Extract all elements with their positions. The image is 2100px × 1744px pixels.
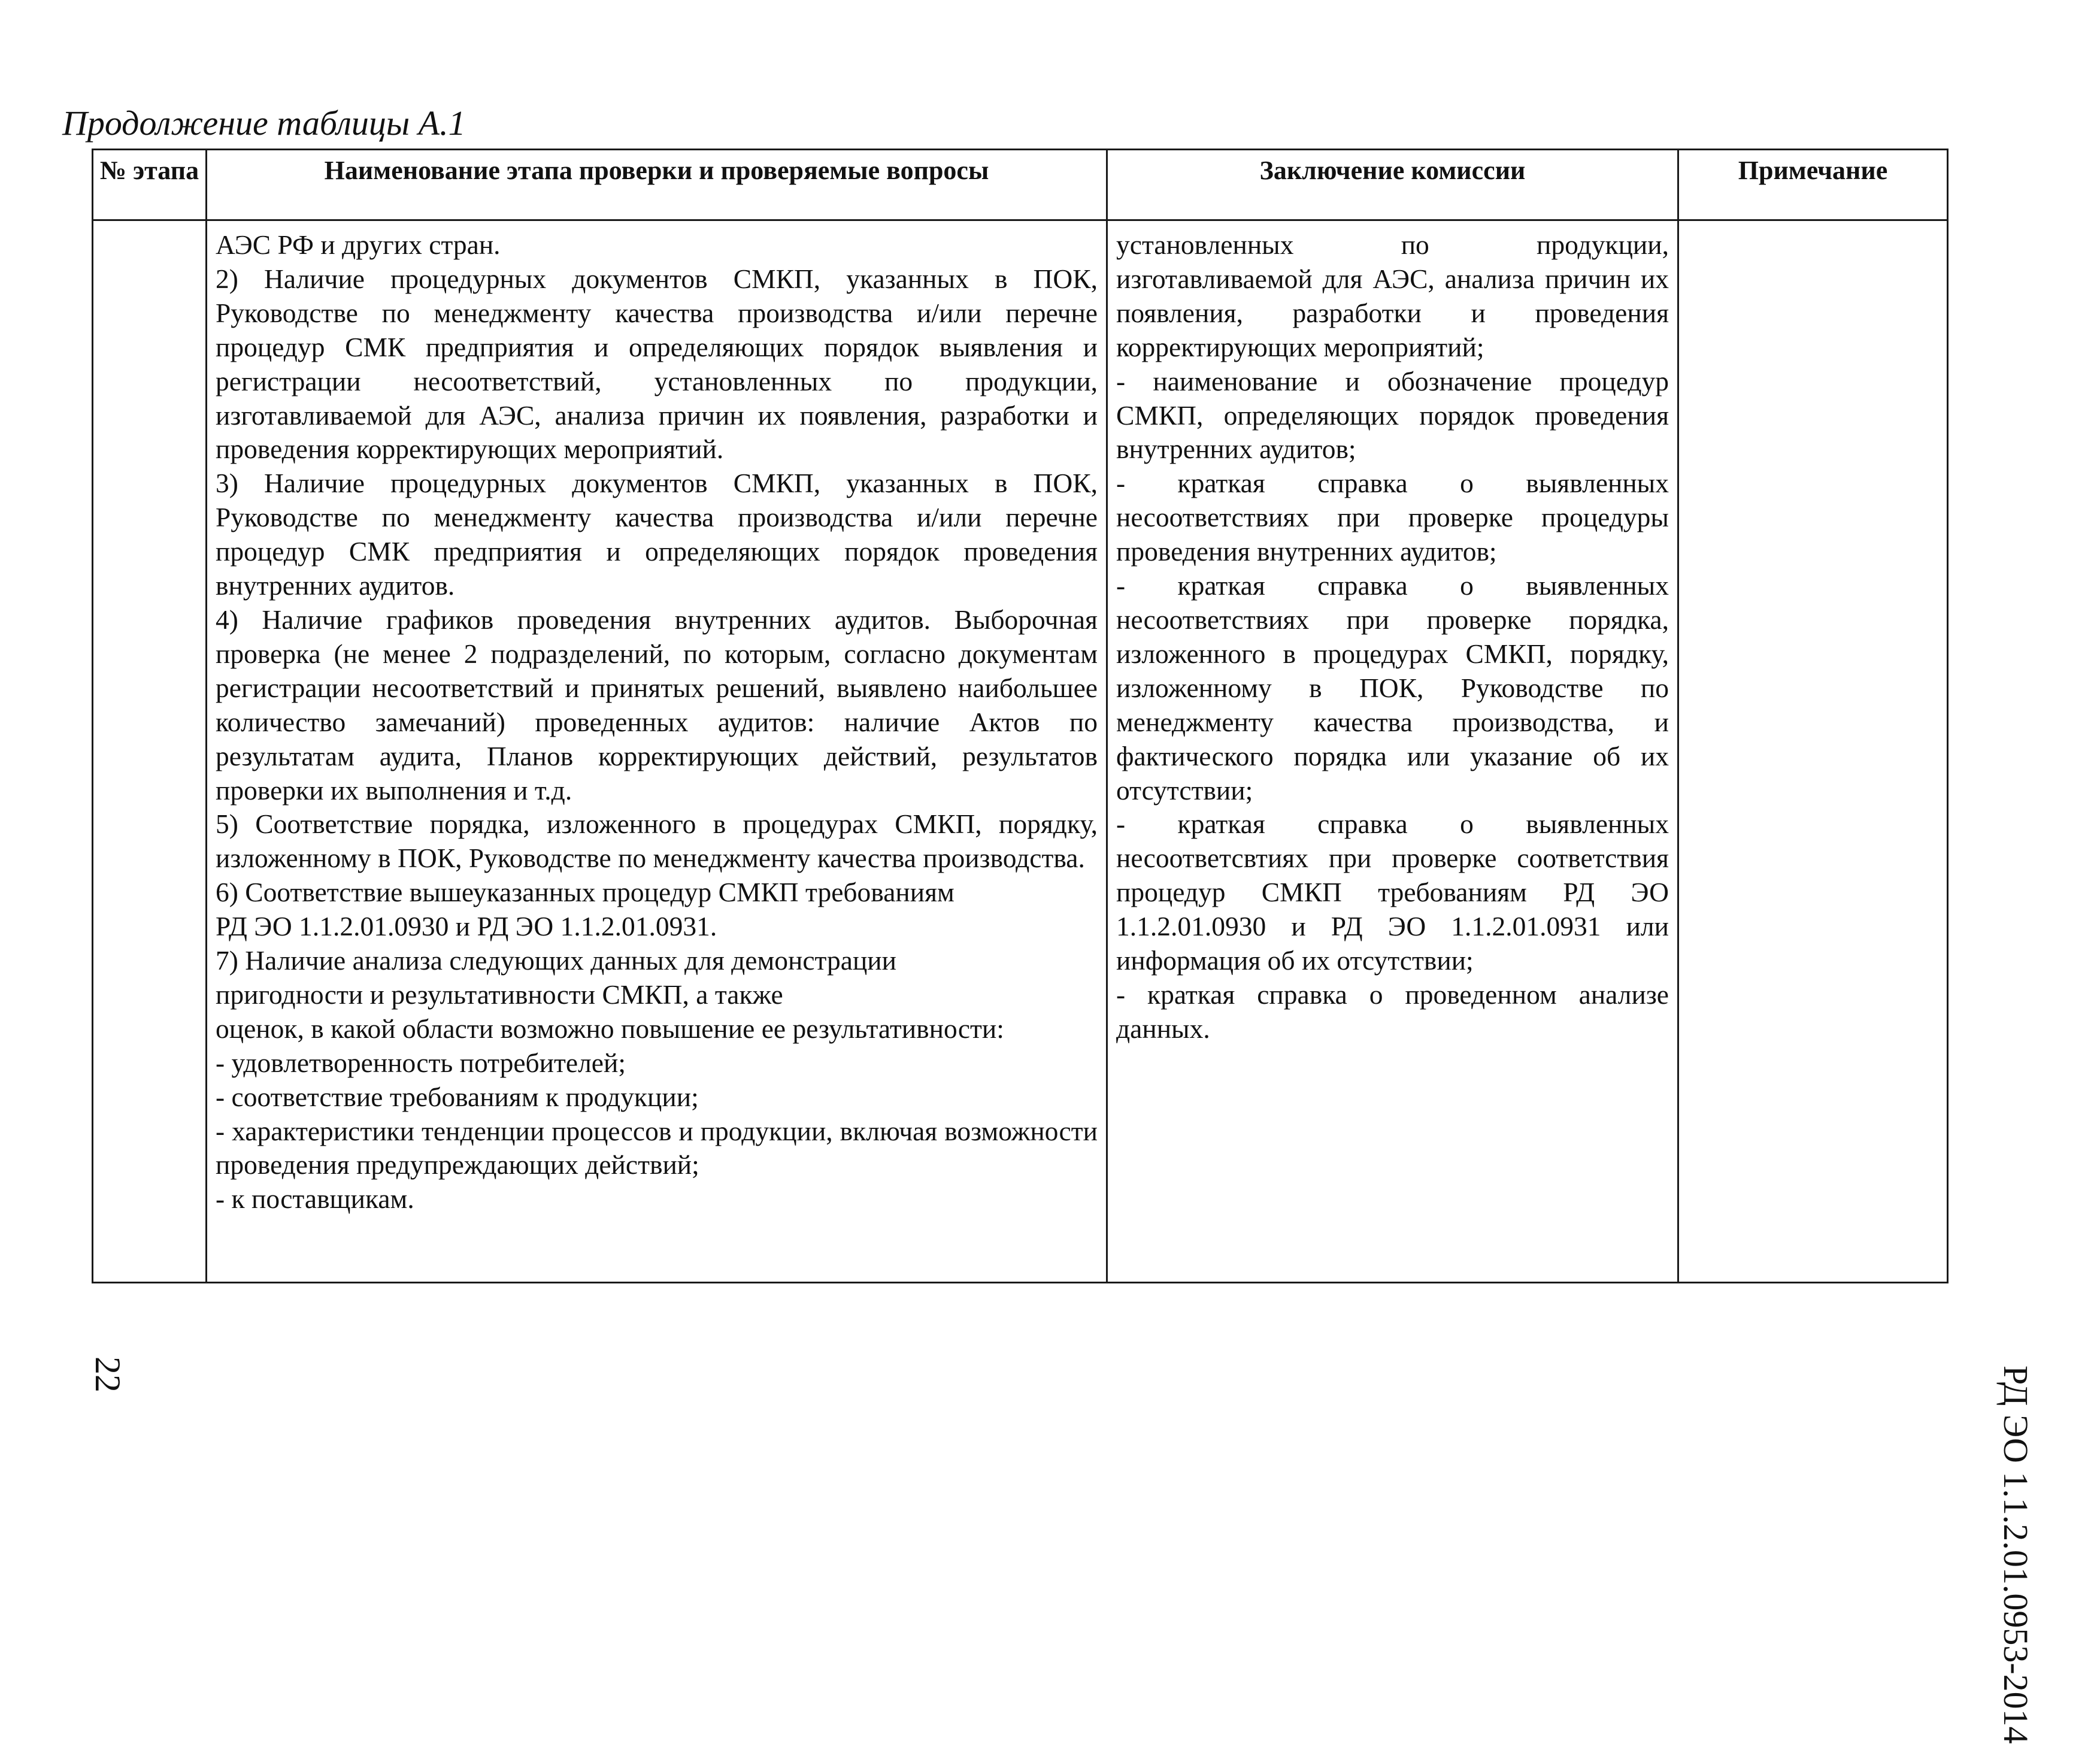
document-code: РД ЭО 1.1.2.01.0953-2014: [1996, 1365, 2035, 1744]
conclusion-item: - краткая справка о проведенном анализе данных.: [1116, 979, 1669, 1044]
header-note: Примечание: [1678, 150, 1948, 220]
conclusion-item: установленных по продукции, изготавливаемой для АЭС, анализа причин их появления, разработки и проведения корректирующих мероприятий;: [1116, 229, 1669, 362]
cell-questions: [207, 220, 1107, 1283]
question-item: 4) Наличие графиков проведения внутренних аудитов. Выборочная проверка (не менее 2 подразделений, по которым, согласно документам регистрации несоответствий и принятых решений, выявлено наибольшее количество замечаний) проведенных аудитов: наличие Актов по результатам аудита, Планов корректирующих действий, результатов проверки их выполнения и т.д.: [216, 604, 1098, 806]
header-stage-name: Наименование этапа проверки и проверяемые вопросы: [207, 150, 1107, 220]
cell-stage-number: [93, 220, 207, 1283]
table-caption: Продолжение таблицы А.1: [62, 104, 466, 143]
page-number: 22: [88, 1357, 128, 1392]
question-item: - удовлетворенность потребителей;: [216, 1047, 626, 1078]
question-item: 5) Соответствие порядка, изложенного в процедурах СМКП, порядку, изложенному в ПОК, Руководстве по менеджменту качества производства.: [216, 809, 1098, 874]
cell-conclusion: [1107, 220, 1678, 1283]
question-item: 3) Наличие процедурных документов СМКП, указанных в ПОК, Руководстве по менеджменту качества производства и/или перечне процедур СМК предприятия и определяющих порядок проведения внутренних аудитов.: [216, 468, 1098, 601]
header-conclusion: Заключение комиссии: [1107, 150, 1678, 220]
header-stage-number: № этапа: [93, 150, 207, 220]
question-item: оценок, в какой области возможно повышение ее результативности:: [216, 1013, 1004, 1044]
conclusion-item: - наименование и обозначение процедур СМКП, определяющих порядок проведения внутренних аудитов;: [1116, 365, 1669, 465]
question-item: РД ЭО 1.1.2.01.0930 и РД ЭО 1.1.2.01.0931.: [216, 911, 717, 942]
question-item: - характеристики тенденции процессов и продукции, включая возможности проведения предупреждающих действий;: [216, 1115, 1098, 1180]
question-item: АЭС РФ и других стран.: [216, 229, 501, 260]
cell-note: [1678, 220, 1948, 1283]
question-item: 6) Соответствие вышеуказанных процедур СМКП требованиям: [216, 877, 954, 908]
table-header-row: [93, 150, 1948, 220]
question-item: - к поставщикам.: [216, 1183, 414, 1215]
criteria-table: [92, 149, 1949, 1283]
question-item: пригодности и результативности СМКП, а также: [216, 979, 783, 1010]
conclusion-item: - краткая справка о выявленных несоответсвтиях при проверке соответствия процедур СМКП требованиям РД ЭО 1.1.2.01.0930 и РД ЭО 1.1.2.01.0931 или информация об их отсутствии;: [1116, 809, 1669, 976]
table-row: [93, 220, 1948, 1283]
question-item: - соответствие требованиям к продукции;: [216, 1081, 699, 1112]
question-item: 7) Наличие анализа следующих данных для демонстрации: [216, 945, 896, 976]
conclusion-item: - краткая справка о выявленных несоответствиях при проверке процедуры проведения внутренних аудитов;: [1116, 468, 1669, 567]
conclusion-item: - краткая справка о выявленных несоответствиях при проверке порядка, изложенного в процедурах СМКП, порядку, изложенному в ПОК, Руководстве по менеджменту качества производства, и фактического порядка или указание об их отсутствии;: [1116, 570, 1669, 806]
question-item: 2) Наличие процедурных документов СМКП, указанных в ПОК, Руководстве по менеджменту качества производства и/или перечне процедур СМК предприятия и определяющих порядок выявления и регистрации несоответствий, установленных по продукции, изготавливаемой для АЭС, анализа причин их появления, разработки и проведения корректирующих мероприятий.: [216, 263, 1098, 465]
